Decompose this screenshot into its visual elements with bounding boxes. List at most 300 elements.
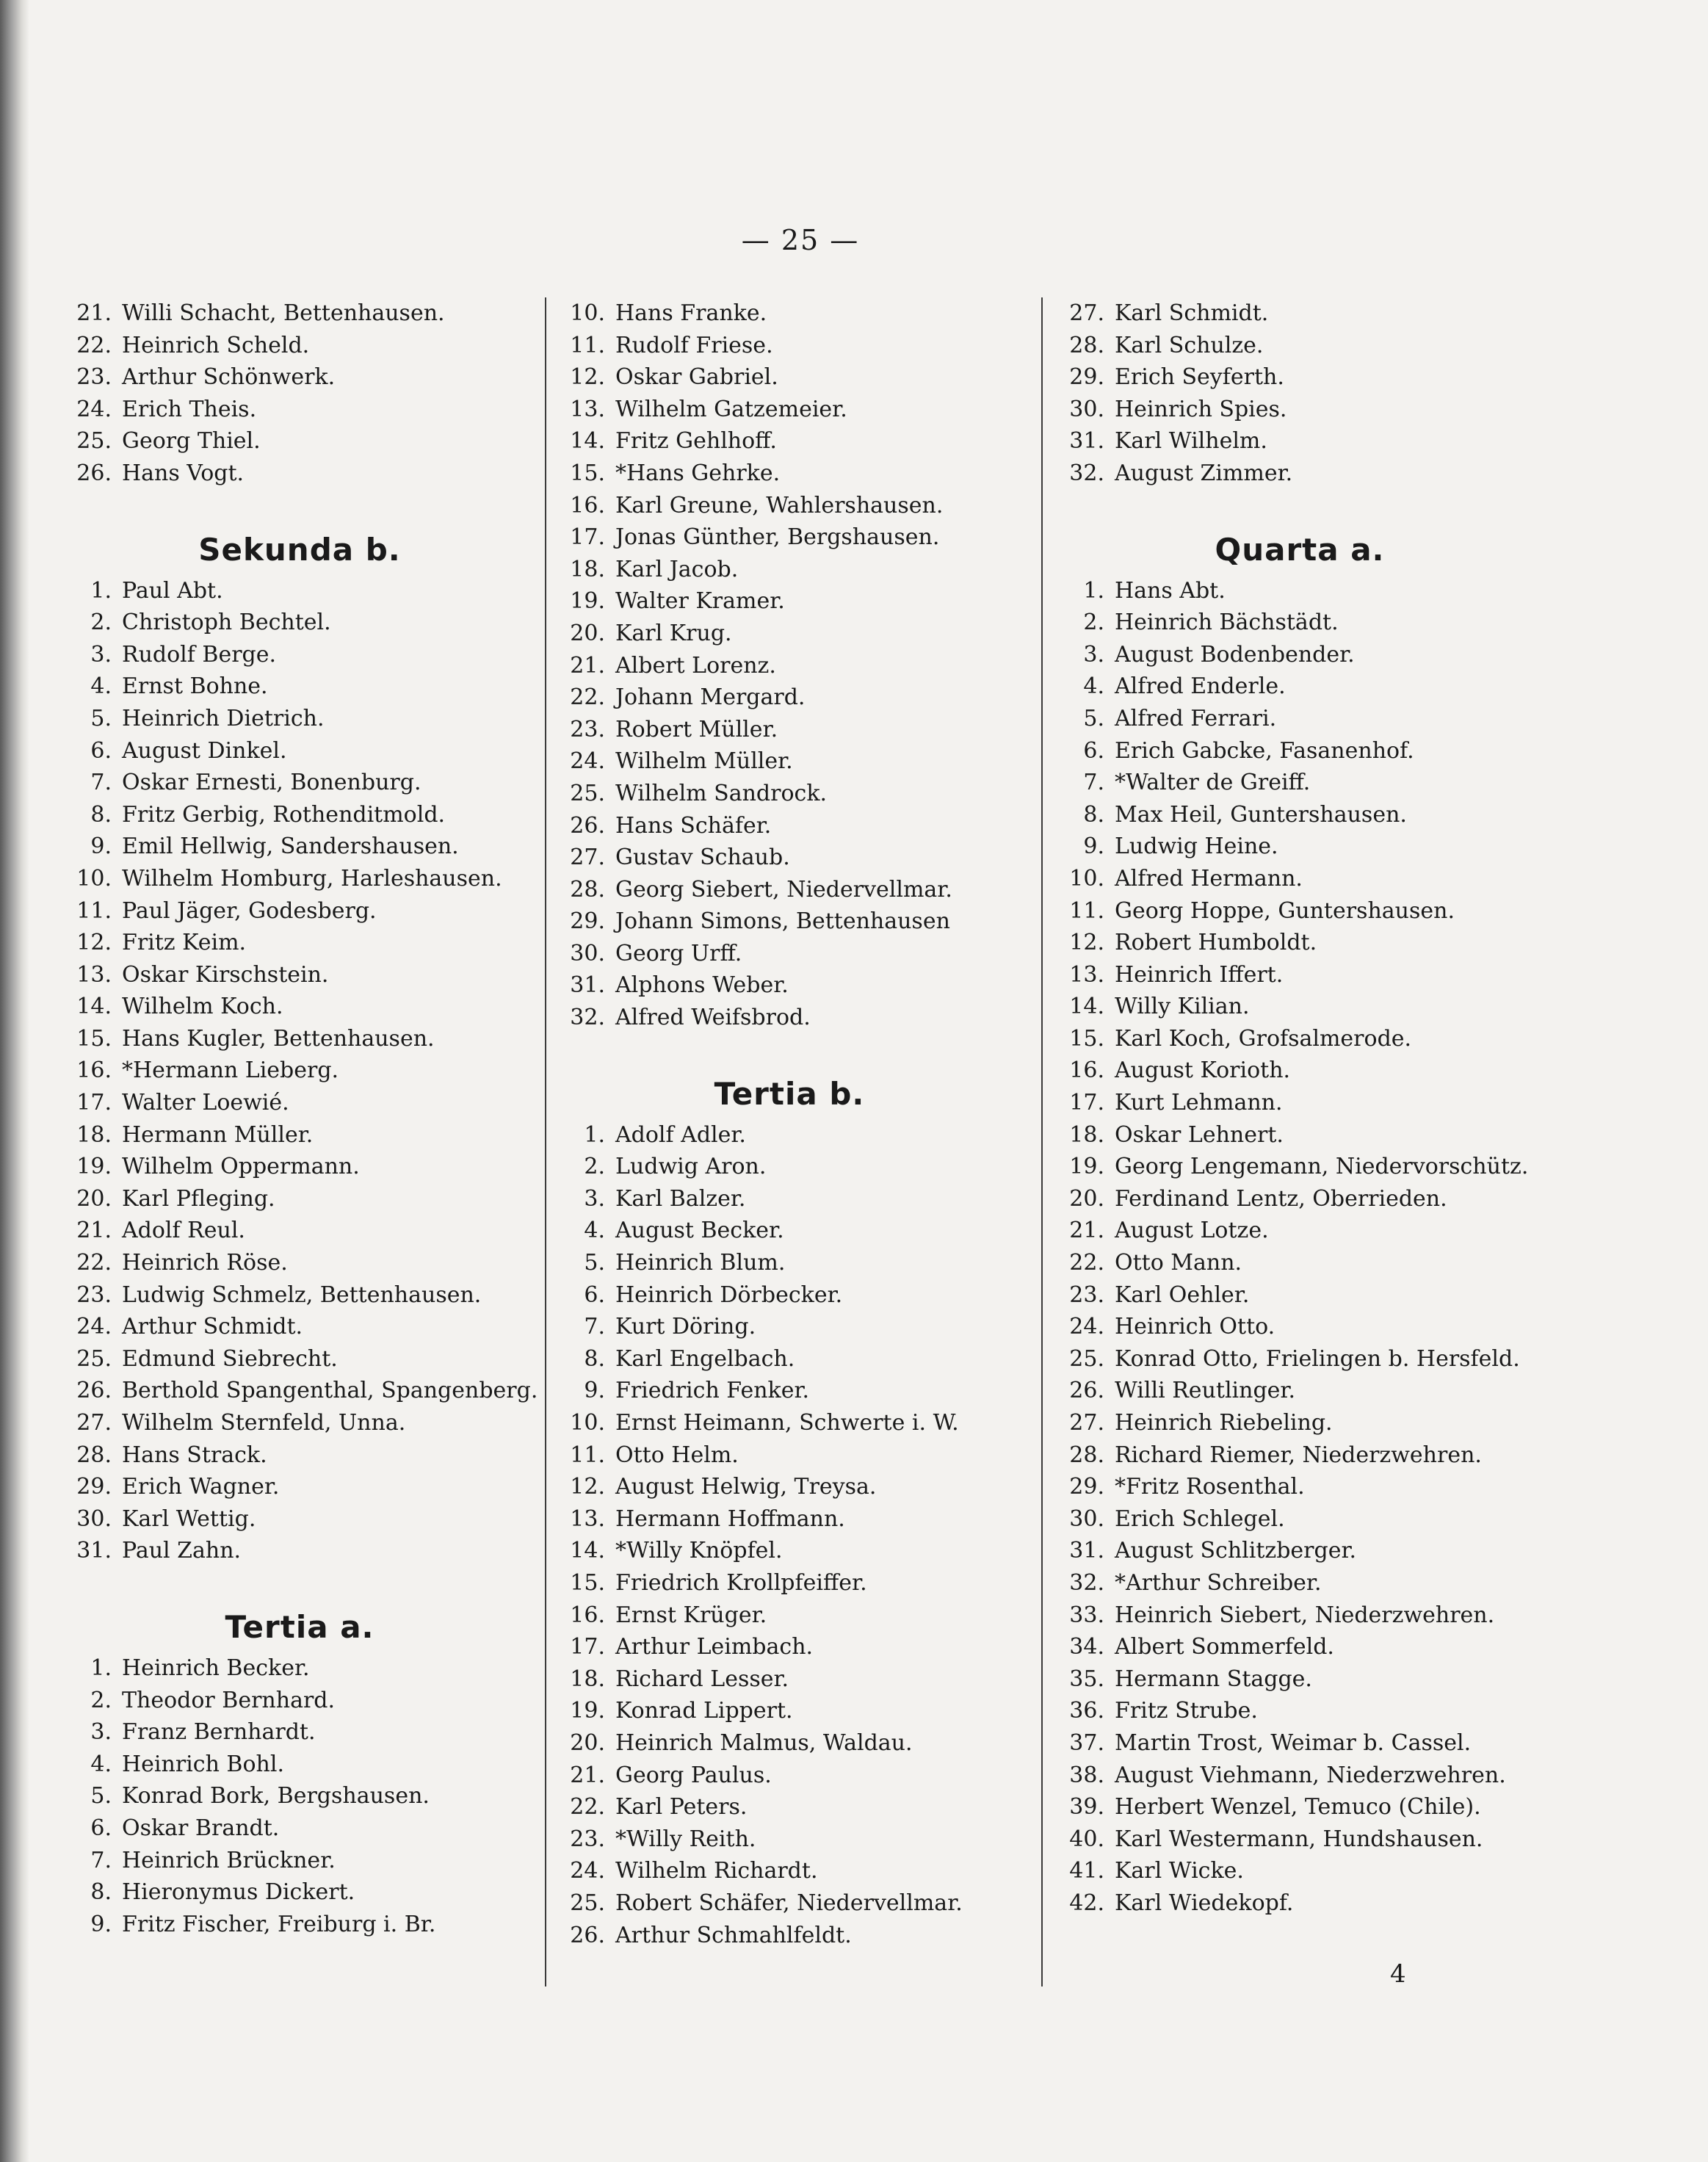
entry-number: 9. bbox=[1083, 834, 1104, 860]
entry-name: Hieronymus Dickert. bbox=[122, 1879, 355, 1906]
column-divider bbox=[545, 297, 546, 1986]
entry-name: Konrad Otto, Frielingen b. Hersfeld. bbox=[1115, 1345, 1520, 1372]
list-item bbox=[558, 938, 1021, 970]
entry-number: 12. bbox=[1069, 930, 1104, 956]
entry-number: 20. bbox=[76, 1185, 112, 1212]
entry-number: 42. bbox=[1069, 1890, 1104, 1916]
entry-name: Hans Kugler, Bettenhausen. bbox=[122, 1025, 435, 1052]
list-item bbox=[558, 842, 1021, 874]
entry-number: 16. bbox=[570, 492, 605, 518]
entry-name: Wilhelm Sternfeld, Unna. bbox=[122, 1410, 406, 1436]
entry-name: Heinrich Riebeling. bbox=[1115, 1410, 1333, 1436]
entry-name: Konrad Lippert. bbox=[615, 1698, 793, 1724]
entry-number: 6. bbox=[584, 1281, 605, 1308]
entry-name: August Viehmann, Niederzwehren. bbox=[1115, 1762, 1506, 1788]
list-item bbox=[1057, 607, 1542, 639]
list-item bbox=[558, 682, 1021, 714]
entry-name: Ernst Krüger. bbox=[615, 1602, 767, 1628]
entry-name: Albert Sommerfeld. bbox=[1115, 1634, 1334, 1660]
entry-name: Heinrich Blum. bbox=[615, 1250, 786, 1276]
entry-name: Hermann Müller. bbox=[122, 1121, 314, 1148]
entry-number: 31. bbox=[76, 1538, 112, 1564]
class-heading: Sekunda b. bbox=[198, 531, 401, 568]
list-item bbox=[65, 1119, 535, 1152]
entry-name: *Hans Gehrke. bbox=[615, 460, 781, 486]
entry-number: 14. bbox=[1069, 994, 1104, 1020]
list-item bbox=[65, 799, 535, 831]
entry-number: 9. bbox=[584, 1378, 605, 1404]
entry-name: Heinrich Dietrich. bbox=[122, 705, 325, 731]
entry-number: 32. bbox=[570, 1005, 605, 1031]
entry-name: Walter Kramer. bbox=[615, 588, 785, 615]
entry-number: 7. bbox=[1083, 770, 1104, 796]
entry-number: 28. bbox=[570, 876, 605, 903]
list-item bbox=[65, 927, 535, 959]
entry-number: 17. bbox=[76, 1090, 112, 1116]
entry-name: Christoph Bechtel. bbox=[122, 610, 331, 636]
entry-name: Wilhelm Gatzemeier. bbox=[615, 396, 847, 422]
entry-name: Franz Bernhardt. bbox=[122, 1719, 316, 1746]
entry-number: 15. bbox=[570, 1569, 605, 1596]
entry-name: Georg Paulus. bbox=[615, 1762, 772, 1788]
entry-number: 6. bbox=[90, 1815, 112, 1841]
list-item bbox=[65, 1375, 538, 1407]
entry-number: 3. bbox=[90, 641, 112, 668]
entry-number: 10. bbox=[1069, 865, 1104, 892]
entry-name: Arthur Schönwerk. bbox=[122, 364, 336, 391]
entry-name: August Helwig, Treysa. bbox=[615, 1474, 877, 1500]
list-item bbox=[65, 1812, 535, 1845]
list-item bbox=[65, 394, 535, 426]
entry-number: 23. bbox=[1069, 1281, 1104, 1308]
list-item bbox=[558, 1503, 1021, 1536]
list-item bbox=[558, 1663, 1021, 1696]
list-item bbox=[1057, 1407, 1542, 1439]
entry-name: Heinrich Dörbecker. bbox=[615, 1281, 843, 1308]
entry-number: 14. bbox=[76, 994, 112, 1020]
list-item bbox=[1057, 1695, 1542, 1727]
list-item bbox=[1057, 1215, 1542, 1247]
list-item bbox=[65, 1247, 535, 1279]
student-list bbox=[65, 297, 535, 490]
entry-name: Heinrich Siebert, Niederzwehren. bbox=[1115, 1602, 1495, 1628]
entry-name: Walter Loewié. bbox=[122, 1090, 289, 1116]
entry-number: 21. bbox=[1069, 1218, 1104, 1244]
entry-name: Arthur Leimbach. bbox=[615, 1634, 814, 1660]
list-item bbox=[65, 361, 535, 394]
list-item bbox=[558, 1151, 1021, 1183]
list-item bbox=[1057, 703, 1542, 735]
entry-name: Fritz Gehlhoff. bbox=[615, 428, 777, 455]
entry-name: August Bodenbender. bbox=[1115, 641, 1355, 668]
entry-number: 23. bbox=[76, 364, 112, 391]
student-list bbox=[1057, 575, 1542, 1920]
list-item bbox=[65, 1343, 535, 1375]
entry-name: Heinrich Scheld. bbox=[122, 332, 310, 358]
entry-number: 4. bbox=[90, 1751, 112, 1777]
list-item bbox=[558, 1247, 1021, 1279]
entry-name: Friedrich Krollpfeiffer. bbox=[615, 1569, 867, 1596]
class-heading: Tertia a. bbox=[225, 1608, 374, 1645]
entry-number: 25. bbox=[570, 780, 605, 806]
entry-name: Jonas Günther, Bergshausen. bbox=[615, 524, 940, 551]
list-item bbox=[558, 1760, 1021, 1792]
entry-number: 18. bbox=[76, 1121, 112, 1148]
entry-name: Karl Oehler. bbox=[1115, 1281, 1250, 1308]
entry-name: Heinrich Röse. bbox=[122, 1250, 288, 1276]
entry-number: 5. bbox=[90, 705, 112, 731]
list-item bbox=[558, 1727, 1021, 1760]
entry-number: 29. bbox=[1069, 1474, 1104, 1500]
list-item bbox=[1057, 1183, 1542, 1215]
entry-number: 34. bbox=[1069, 1634, 1104, 1660]
list-item bbox=[65, 1311, 535, 1343]
list-item bbox=[558, 969, 1021, 1002]
entry-number: 6. bbox=[1083, 737, 1104, 764]
list-item bbox=[65, 1215, 535, 1247]
list-item bbox=[1057, 1439, 1542, 1472]
entry-number: 17. bbox=[570, 1634, 605, 1660]
entry-name: Konrad Bork, Bergshausen. bbox=[122, 1783, 430, 1810]
list-item bbox=[558, 810, 1021, 842]
list-item bbox=[1057, 1567, 1542, 1599]
entry-number: 29. bbox=[76, 1474, 112, 1500]
entry-number: 4. bbox=[1083, 673, 1104, 700]
entry-name: Edmund Siebrecht. bbox=[122, 1345, 338, 1372]
list-item bbox=[65, 1876, 535, 1909]
list-item bbox=[1057, 1599, 1542, 1632]
class-section bbox=[65, 490, 538, 1567]
list-item bbox=[65, 1845, 535, 1877]
entry-name: Karl Jacob. bbox=[615, 556, 739, 582]
entry-number: 21. bbox=[570, 1762, 605, 1788]
entry-name: Alfred Enderle. bbox=[1115, 673, 1286, 700]
entry-number: 24. bbox=[76, 396, 112, 422]
column-3 bbox=[1057, 297, 1542, 1986]
list-item bbox=[1057, 1023, 1542, 1055]
entry-name: Max Heil, Guntershausen. bbox=[1115, 801, 1407, 828]
entry-number: 32. bbox=[1069, 1569, 1104, 1596]
column-divider bbox=[1041, 297, 1043, 1986]
list-item bbox=[65, 297, 535, 330]
entry-name: Hans Franke. bbox=[615, 300, 767, 326]
list-item bbox=[558, 425, 1021, 458]
entry-number: 12. bbox=[570, 1474, 605, 1500]
entry-number: 23. bbox=[570, 716, 605, 742]
list-item bbox=[558, 1279, 1021, 1312]
entry-number: 21. bbox=[76, 300, 112, 326]
entry-name: Oskar Ernesti, Bonenburg. bbox=[122, 770, 421, 796]
list-item bbox=[558, 1343, 1021, 1375]
entry-name: Heinrich Otto. bbox=[1115, 1314, 1275, 1340]
entry-name: Heinrich Malmus, Waldau. bbox=[615, 1729, 913, 1756]
entry-number: 24. bbox=[570, 1858, 605, 1884]
entry-name: *Willy Knöpfel. bbox=[615, 1538, 783, 1564]
list-item bbox=[1057, 959, 1542, 991]
entry-name: August Becker. bbox=[615, 1218, 784, 1244]
student-list bbox=[65, 1652, 535, 1940]
entry-name: Karl Wettig. bbox=[122, 1505, 256, 1532]
entry-number: 24. bbox=[570, 748, 605, 775]
entry-number: 22. bbox=[570, 684, 605, 711]
column-1 bbox=[65, 297, 538, 1986]
entry-number: 9. bbox=[90, 1911, 112, 1937]
entry-number: 30. bbox=[1069, 1505, 1104, 1532]
entry-name: Karl Balzer. bbox=[615, 1185, 746, 1212]
list-item bbox=[65, 959, 535, 991]
list-item bbox=[65, 1087, 535, 1119]
entry-number: 27. bbox=[1069, 300, 1104, 326]
entry-number: 22. bbox=[570, 1794, 605, 1821]
entry-number: 13. bbox=[570, 1505, 605, 1532]
entry-number: 11. bbox=[570, 1442, 605, 1468]
entry-name: Fritz Gerbig, Rothenditmold. bbox=[122, 801, 446, 828]
list-item bbox=[558, 714, 1021, 746]
list-item bbox=[65, 1439, 535, 1472]
class-section bbox=[65, 1567, 535, 1940]
entry-name: Karl Peters. bbox=[615, 1794, 748, 1821]
entry-number: 18. bbox=[570, 556, 605, 582]
entry-number: 41. bbox=[1069, 1858, 1104, 1884]
entry-number: 35. bbox=[1069, 1666, 1104, 1692]
entry-name: Alfred Ferrari. bbox=[1115, 705, 1277, 731]
list-item bbox=[65, 1780, 535, 1812]
list-item bbox=[65, 831, 535, 863]
class-section bbox=[1057, 490, 1542, 1920]
list-item bbox=[558, 585, 1021, 618]
list-item bbox=[558, 1407, 1021, 1439]
entry-name: Georg Thiel. bbox=[122, 428, 261, 455]
list-item bbox=[558, 1567, 1021, 1599]
list-item bbox=[1057, 895, 1542, 928]
list-item bbox=[1057, 1727, 1542, 1760]
entry-name: Karl Schmidt. bbox=[1115, 300, 1269, 326]
entry-name: Albert Lorenz. bbox=[615, 652, 776, 679]
entry-number: 27. bbox=[1069, 1410, 1104, 1436]
entry-number: 22. bbox=[76, 1250, 112, 1276]
list-item bbox=[65, 767, 535, 799]
list-item bbox=[558, 1823, 1021, 1856]
entry-number: 1. bbox=[90, 1655, 112, 1681]
list-item bbox=[65, 1055, 535, 1087]
entry-number: 20. bbox=[1069, 1185, 1104, 1212]
list-item bbox=[1057, 639, 1542, 671]
entry-name: Heinrich Bächstädt. bbox=[1115, 610, 1339, 636]
entry-number: 15. bbox=[570, 460, 605, 486]
entry-name: Arthur Schmidt. bbox=[122, 1314, 303, 1340]
entry-name: Hans Abt. bbox=[1115, 577, 1226, 604]
entry-name: Theodor Bernhard. bbox=[122, 1687, 336, 1713]
list-item bbox=[1057, 1279, 1542, 1312]
entry-number: 20. bbox=[570, 620, 605, 646]
entry-name: Robert Humboldt. bbox=[1115, 930, 1317, 956]
entry-number: 8. bbox=[1083, 801, 1104, 828]
entry-name: Johann Simons, Bettenhausen bbox=[615, 908, 950, 935]
list-item bbox=[1057, 735, 1542, 767]
entry-number: 24. bbox=[1069, 1314, 1104, 1340]
list-item bbox=[65, 895, 535, 928]
entry-name: Hans Vogt. bbox=[122, 460, 245, 486]
list-item bbox=[558, 490, 1021, 522]
list-item bbox=[558, 1855, 1021, 1887]
entry-name: *Willy Reith. bbox=[615, 1826, 756, 1852]
list-item bbox=[558, 1002, 1021, 1034]
entry-name: Heinrich Bohl. bbox=[122, 1751, 284, 1777]
list-item bbox=[65, 1909, 535, 1941]
list-item bbox=[65, 1279, 535, 1312]
list-item bbox=[1057, 1471, 1542, 1503]
list-item bbox=[558, 618, 1021, 650]
entry-number: 4. bbox=[584, 1218, 605, 1244]
entry-name: Gustav Schaub. bbox=[615, 845, 790, 871]
entry-name: Fritz Strube. bbox=[1115, 1698, 1258, 1724]
entry-name: Ludwig Aron. bbox=[615, 1154, 767, 1180]
list-item bbox=[558, 361, 1021, 394]
entry-number: 31. bbox=[1069, 1538, 1104, 1564]
entry-number: 26. bbox=[570, 1922, 605, 1948]
list-item bbox=[65, 670, 535, 703]
entry-number: 2. bbox=[1083, 610, 1104, 636]
class-section bbox=[1057, 297, 1542, 490]
entry-number: 15. bbox=[76, 1025, 112, 1052]
list-item bbox=[1057, 1535, 1542, 1567]
list-item bbox=[1057, 1760, 1542, 1792]
entry-number: 9. bbox=[90, 834, 112, 860]
list-item bbox=[558, 1599, 1021, 1632]
entry-name: Hermann Hoffmann. bbox=[615, 1505, 845, 1532]
entry-number: 23. bbox=[570, 1826, 605, 1852]
list-item bbox=[1057, 394, 1542, 426]
entry-number: 10. bbox=[76, 865, 112, 892]
class-section bbox=[558, 1034, 1021, 1951]
list-item bbox=[1057, 1247, 1542, 1279]
list-item bbox=[65, 1151, 535, 1183]
list-item bbox=[558, 874, 1021, 906]
entry-name: *Walter de Greiff. bbox=[1115, 770, 1311, 796]
entry-number: 7. bbox=[584, 1314, 605, 1340]
entry-name: Ernst Bohne. bbox=[122, 673, 268, 700]
entry-number: 37. bbox=[1069, 1729, 1104, 1756]
entry-name: Karl Westermann, Hundshausen. bbox=[1115, 1826, 1483, 1852]
entry-name: *Hermann Lieberg. bbox=[122, 1058, 339, 1084]
entry-number: 24. bbox=[76, 1314, 112, 1340]
entry-name: Georg Urff. bbox=[615, 940, 742, 966]
entry-number: 14. bbox=[570, 428, 605, 455]
entry-name: Adolf Adler. bbox=[615, 1121, 746, 1148]
entry-name: *Arthur Schreiber. bbox=[1115, 1569, 1322, 1596]
entry-number: 2. bbox=[584, 1154, 605, 1180]
list-item bbox=[1057, 575, 1542, 607]
entry-name: Georg Lengemann, Niedervorschütz. bbox=[1115, 1154, 1529, 1180]
book-spine-shadow bbox=[0, 0, 29, 2162]
list-item bbox=[558, 1311, 1021, 1343]
page-number: — 25 — bbox=[741, 224, 860, 256]
entry-number: 3. bbox=[584, 1185, 605, 1212]
list-item bbox=[65, 1023, 535, 1055]
list-item bbox=[1057, 1663, 1542, 1696]
entry-number: 16. bbox=[76, 1058, 112, 1084]
list-item bbox=[558, 1631, 1021, 1663]
entry-number: 12. bbox=[570, 364, 605, 391]
entry-name: Karl Wilhelm. bbox=[1115, 428, 1267, 455]
student-list bbox=[558, 297, 1021, 1034]
entry-name: Arthur Schmahlfeldt. bbox=[615, 1922, 852, 1948]
entry-name: Willy Kilian. bbox=[1115, 994, 1250, 1020]
entry-name: Georg Siebert, Niedervellmar. bbox=[615, 876, 952, 903]
list-item bbox=[1057, 1055, 1542, 1087]
entry-name: Heinrich Brückner. bbox=[122, 1847, 336, 1873]
entry-name: Georg Hoppe, Guntershausen. bbox=[1115, 897, 1455, 924]
entry-name: Rudolf Friese. bbox=[615, 332, 773, 358]
list-item bbox=[1057, 670, 1542, 703]
entry-name: Erich Wagner. bbox=[122, 1474, 280, 1500]
entry-name: Johann Mergard. bbox=[615, 684, 806, 711]
entry-number: 16. bbox=[570, 1602, 605, 1628]
list-item bbox=[65, 1503, 535, 1536]
entry-number: 28. bbox=[76, 1442, 112, 1468]
entry-name: *Fritz Rosenthal. bbox=[1115, 1474, 1305, 1500]
list-item bbox=[1057, 767, 1542, 799]
list-item bbox=[65, 458, 535, 490]
entry-name: Alfred Hermann. bbox=[1115, 865, 1303, 892]
entry-name: Kurt Döring. bbox=[615, 1314, 756, 1340]
entry-name: Ludwig Schmelz, Bettenhausen. bbox=[122, 1281, 482, 1308]
entry-number: 19. bbox=[76, 1154, 112, 1180]
list-item bbox=[558, 1439, 1021, 1472]
entry-number: 6. bbox=[90, 737, 112, 764]
list-item bbox=[65, 1716, 535, 1749]
entry-name: Willi Reutlinger. bbox=[1115, 1378, 1295, 1404]
student-list bbox=[1057, 297, 1542, 490]
entry-name: Karl Greune, Wahlershausen. bbox=[615, 492, 944, 518]
entry-number: 13. bbox=[1069, 961, 1104, 988]
list-item bbox=[65, 1183, 535, 1215]
class-heading: Tertia b. bbox=[714, 1075, 865, 1112]
entry-number: 8. bbox=[90, 801, 112, 828]
entry-name: Karl Wiedekopf. bbox=[1115, 1890, 1294, 1916]
list-item bbox=[65, 1471, 535, 1503]
list-item bbox=[1057, 927, 1542, 959]
list-item bbox=[1057, 1119, 1542, 1152]
entry-name: Oskar Kirschstein. bbox=[122, 961, 329, 988]
entry-name: Karl Engelbach. bbox=[615, 1345, 795, 1372]
entry-number: 12. bbox=[76, 930, 112, 956]
entry-name: Adolf Reul. bbox=[122, 1218, 245, 1244]
entry-number: 38. bbox=[1069, 1762, 1104, 1788]
list-item bbox=[65, 991, 535, 1023]
entry-number: 36. bbox=[1069, 1698, 1104, 1724]
entry-number: 19. bbox=[570, 588, 605, 615]
list-item bbox=[1057, 1087, 1542, 1119]
entry-number: 29. bbox=[1069, 364, 1104, 391]
entry-name: Wilhelm Müller. bbox=[615, 748, 793, 775]
entry-number: 8. bbox=[90, 1879, 112, 1906]
list-item bbox=[1057, 425, 1542, 458]
entry-name: Fritz Fischer, Freiburg i. Br. bbox=[122, 1911, 436, 1937]
entry-number: 33. bbox=[1069, 1602, 1104, 1628]
list-item bbox=[1057, 1887, 1542, 1920]
list-item bbox=[1057, 458, 1542, 490]
entry-number: 13. bbox=[76, 961, 112, 988]
entry-number: 25. bbox=[76, 428, 112, 455]
list-item bbox=[1057, 831, 1542, 863]
list-item bbox=[1057, 1503, 1542, 1536]
entry-name: Oskar Brandt. bbox=[122, 1815, 280, 1841]
entry-name: Wilhelm Richardt. bbox=[615, 1858, 818, 1884]
list-item bbox=[1057, 1311, 1542, 1343]
entry-number: 30. bbox=[570, 940, 605, 966]
entry-name: Karl Pfleging. bbox=[122, 1185, 275, 1212]
